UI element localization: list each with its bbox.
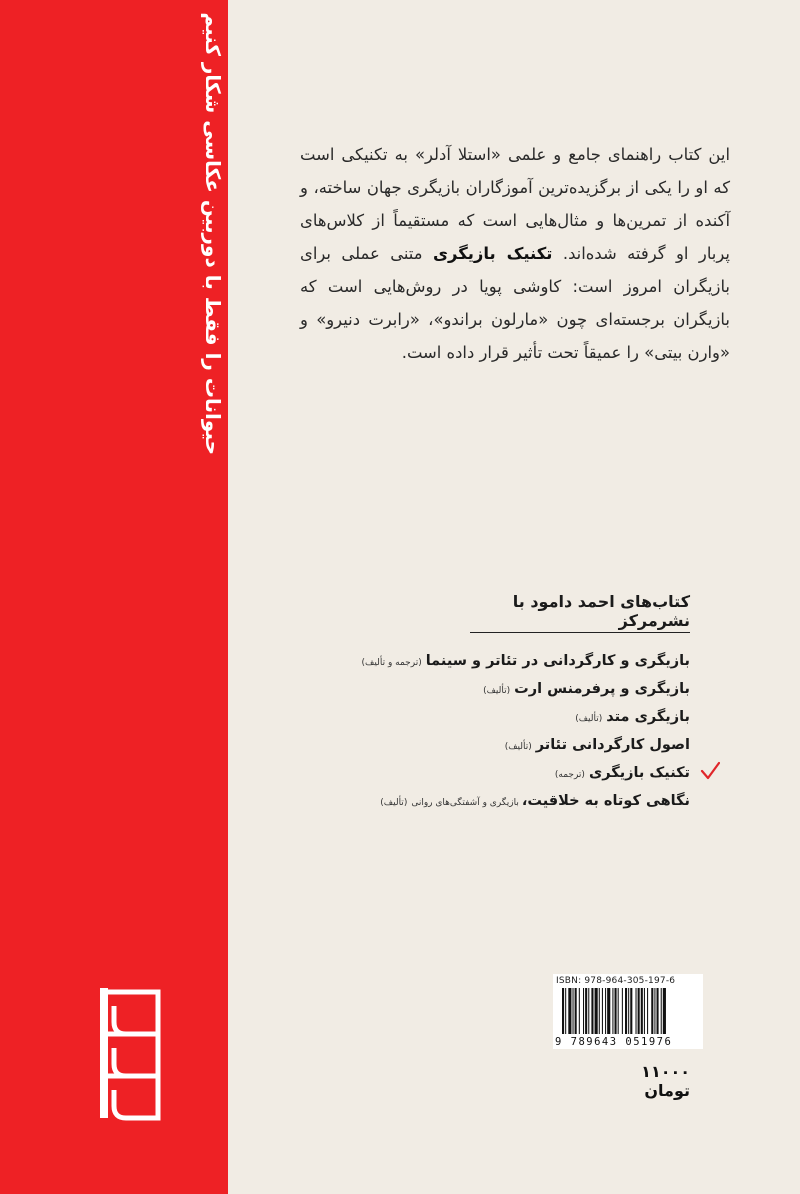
barcode-icon [560, 988, 700, 1036]
book-item [390, 703, 690, 731]
book-type: (ترجمه و تألیف) [361, 658, 422, 668]
book-title: تکنیک بازیگری [588, 765, 690, 781]
book-item [380, 787, 690, 815]
book-item [361, 647, 690, 675]
books-heading: کتاب‌های احمد دامود با نشرمرکز [470, 592, 690, 633]
blurb-rest: متنی عملی برای بازیگران امروز است: کاوشی پویا در روش‌هایی است که بازیگران برجسته‌ای چون «مارلون براندو»، «رابرت دنیرو» و «وارن بیتی» را عمیقاً تحت تأثیر قرار داده است. [300, 244, 730, 362]
publisher-logo-icon [96, 982, 166, 1122]
book-title: بازیگری و کارگردانی در تئاتر و سینما [425, 653, 690, 669]
blurb-intro: این کتاب راهنمای جامع و علمی «استلا آدلر» به تکنیکی است که او را یکی از برگزیده‌ترین آموزگاران بازیگری جهان ساخته، و آکنده از تمرین‌ها و مثال‌هایی است که مستقیماً از کلاس‌های پربار او گرفته شده‌اند. [300, 145, 730, 263]
book-type: (تألیف) [575, 714, 603, 724]
author-books-section [361, 592, 690, 815]
book-item [390, 731, 690, 759]
book-item [390, 675, 690, 703]
isbn-text: ISBN: 978-964-305-197-6 [556, 976, 676, 986]
book-title: نگاهی کوتاه به خلاقیت، [521, 793, 690, 809]
blurb-paragraph [300, 138, 730, 369]
price-label: ۱۱۰۰۰ تومان [641, 1062, 690, 1100]
barcode-digits: 9 789643 051976 [555, 1036, 673, 1048]
book-subtitle: بازیگری و آشفتگی‌های روانی [411, 798, 519, 808]
book-title: بازیگری و پرفرمنس ارت [514, 681, 690, 697]
book-item-current [390, 759, 690, 787]
book-type: (تألیف) [380, 798, 408, 808]
book-title: اصول کارگردانی تئاتر [535, 737, 690, 753]
book-title: بازیگری متد [606, 709, 690, 725]
blurb-book-title: تکنیک بازیگری [432, 244, 553, 263]
book-type: (تألیف) [504, 742, 532, 752]
book-type: (تألیف) [483, 686, 511, 696]
checkmark-icon [700, 761, 720, 791]
spine-title-text: حیوانات را فقط با دوربین عکاسی شکار کنیم [201, 12, 225, 455]
book-type: (ترجمه) [554, 770, 585, 780]
